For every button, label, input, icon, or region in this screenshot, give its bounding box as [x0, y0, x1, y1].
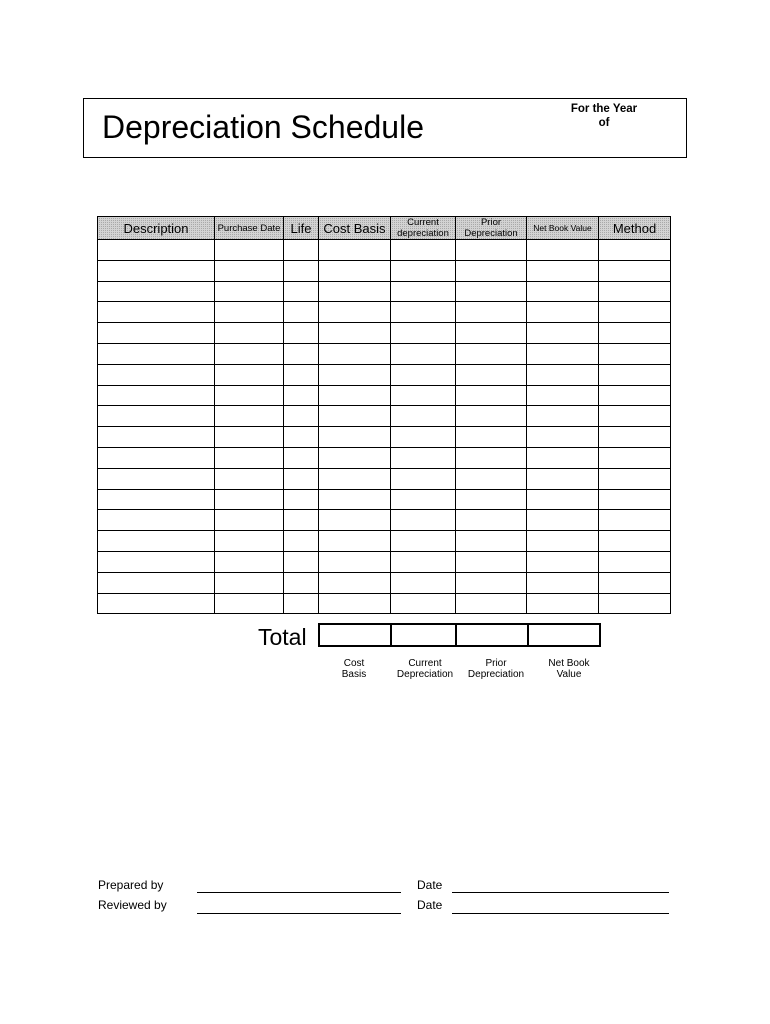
table-cell[interactable]: [599, 385, 671, 406]
table-cell[interactable]: [456, 364, 527, 385]
total-prior-depreciation-field[interactable]: [457, 625, 529, 645]
header-box: [83, 98, 687, 158]
table-cell[interactable]: [215, 531, 284, 552]
prepared-date-label: Date: [417, 878, 443, 892]
table-cell[interactable]: [599, 468, 671, 489]
table-cell[interactable]: [319, 427, 391, 448]
table-cell[interactable]: [284, 281, 319, 302]
reviewed-date-label: Date: [417, 898, 443, 912]
table-cell[interactable]: [456, 510, 527, 531]
table-cell[interactable]: [527, 531, 599, 552]
table-cell[interactable]: [599, 240, 671, 261]
table-cell[interactable]: [391, 260, 456, 281]
header-cost-basis: Cost Basis: [319, 217, 391, 240]
table-cell[interactable]: [599, 427, 671, 448]
sub-label-line-2: Depreciation: [396, 669, 454, 680]
table-cell[interactable]: [456, 240, 527, 261]
table-cell[interactable]: [215, 447, 284, 468]
table-cell[interactable]: [456, 593, 527, 614]
sub-label-line-1: Current: [408, 658, 442, 669]
table-cell[interactable]: [599, 510, 671, 531]
table-cell[interactable]: [98, 302, 215, 323]
table-cell[interactable]: [456, 323, 527, 344]
for-year-line-2: of: [598, 117, 610, 129]
table-row: [98, 468, 671, 489]
table-cell[interactable]: [391, 406, 456, 427]
table-cell[interactable]: [527, 281, 599, 302]
table-cell[interactable]: [98, 427, 215, 448]
table-row: [98, 427, 671, 448]
table-cell[interactable]: [98, 406, 215, 427]
table-cell[interactable]: [527, 385, 599, 406]
table-cell[interactable]: [284, 302, 319, 323]
table-cell[interactable]: [284, 551, 319, 572]
table-cell[interactable]: [215, 364, 284, 385]
table-cell[interactable]: [319, 302, 391, 323]
table-cell[interactable]: [599, 343, 671, 364]
table-cell[interactable]: [98, 343, 215, 364]
table-cell[interactable]: [98, 281, 215, 302]
table-cell[interactable]: [391, 343, 456, 364]
table-cell[interactable]: [456, 385, 527, 406]
table-cell[interactable]: [284, 468, 319, 489]
table-cell[interactable]: [215, 593, 284, 614]
table-cell[interactable]: [98, 551, 215, 572]
table-cell[interactable]: [391, 385, 456, 406]
table-cell[interactable]: [98, 323, 215, 344]
table-cell[interactable]: [319, 385, 391, 406]
table-cell[interactable]: [599, 281, 671, 302]
table-cell[interactable]: [98, 572, 215, 593]
table-row: [98, 489, 671, 510]
table-cell[interactable]: [215, 510, 284, 531]
table-cell[interactable]: [391, 489, 456, 510]
table-cell[interactable]: [215, 468, 284, 489]
table-row: [98, 343, 671, 364]
table-cell[interactable]: [599, 364, 671, 385]
table-cell[interactable]: [527, 302, 599, 323]
table-cell[interactable]: [98, 260, 215, 281]
table-row: [98, 447, 671, 468]
total-label-cost-basis: [318, 658, 390, 680]
table-cell[interactable]: [599, 593, 671, 614]
table-cell[interactable]: [215, 572, 284, 593]
header-prior-depreciation: Prior Depreciation: [456, 217, 527, 240]
table-cell[interactable]: [456, 572, 527, 593]
table-cell[interactable]: [319, 447, 391, 468]
table-cell[interactable]: [456, 281, 527, 302]
table-cell[interactable]: [319, 406, 391, 427]
table-cell[interactable]: [319, 531, 391, 552]
sub-label-line-2: Depreciation: [467, 669, 525, 680]
prepared-by-field[interactable]: [197, 878, 401, 893]
table-cell[interactable]: [319, 468, 391, 489]
table-cell[interactable]: [599, 406, 671, 427]
table-row: [98, 510, 671, 531]
total-label: Total: [258, 624, 307, 650]
table-cell[interactable]: [527, 510, 599, 531]
table-cell[interactable]: [527, 489, 599, 510]
table-cell[interactable]: [319, 572, 391, 593]
header-life: Life: [284, 217, 319, 240]
table-cell[interactable]: [527, 343, 599, 364]
table-cell[interactable]: [98, 489, 215, 510]
reviewed-by-label: Reviewed by: [98, 898, 167, 912]
table-cell[interactable]: [98, 364, 215, 385]
table-cell[interactable]: [215, 323, 284, 344]
table-cell[interactable]: [391, 447, 456, 468]
table-cell[interactable]: [98, 468, 215, 489]
table-cell[interactable]: [215, 343, 284, 364]
table-cell[interactable]: [98, 447, 215, 468]
prepared-date-field[interactable]: [452, 878, 669, 893]
table-cell[interactable]: [215, 240, 284, 261]
table-cell[interactable]: [391, 240, 456, 261]
table-cell[interactable]: [319, 551, 391, 572]
table-cell[interactable]: [284, 489, 319, 510]
table-cell[interactable]: [599, 531, 671, 552]
table-cell[interactable]: [284, 323, 319, 344]
table-cell[interactable]: [215, 281, 284, 302]
table-row: [98, 531, 671, 552]
table-cell[interactable]: [527, 323, 599, 344]
table-row: [98, 364, 671, 385]
table-row: [98, 302, 671, 323]
page-title: Depreciation Schedule: [102, 109, 424, 145]
depreciation-table: [97, 216, 671, 614]
table-cell[interactable]: [284, 572, 319, 593]
table-cell[interactable]: [527, 572, 599, 593]
table-cell[interactable]: [599, 551, 671, 572]
table-cell[interactable]: [527, 260, 599, 281]
for-the-year-label: [542, 102, 666, 130]
table-cell[interactable]: [284, 593, 319, 614]
table-row: [98, 593, 671, 614]
table-cell[interactable]: [98, 385, 215, 406]
table-cell[interactable]: [599, 323, 671, 344]
table-cell[interactable]: [98, 240, 215, 261]
total-label-prior-depreciation: [460, 658, 532, 680]
table-cell[interactable]: [319, 323, 391, 344]
table-cell[interactable]: [527, 406, 599, 427]
table-cell[interactable]: [284, 364, 319, 385]
table-row: [98, 551, 671, 572]
table-cell[interactable]: [456, 302, 527, 323]
header-net-book-value: Net Book Value: [527, 217, 599, 240]
table-cell[interactable]: [527, 551, 599, 572]
table-cell[interactable]: [98, 510, 215, 531]
table-cell[interactable]: [527, 240, 599, 261]
table-cell[interactable]: [215, 406, 284, 427]
table-cell[interactable]: [284, 531, 319, 552]
table-row: [98, 281, 671, 302]
table-row: [98, 572, 671, 593]
table-cell[interactable]: [284, 427, 319, 448]
table-cell[interactable]: [319, 281, 391, 302]
table-row: [98, 240, 671, 261]
total-current-depreciation-field[interactable]: [392, 625, 457, 645]
total-boxes: [318, 623, 601, 647]
table-row: [98, 323, 671, 344]
table-row: [98, 260, 671, 281]
table-cell[interactable]: [391, 281, 456, 302]
table-cell[interactable]: [456, 343, 527, 364]
total-net-book-value-field[interactable]: [529, 625, 599, 645]
table-cell[interactable]: [391, 302, 456, 323]
table-cell[interactable]: [284, 447, 319, 468]
table-cell[interactable]: [391, 468, 456, 489]
total-label-current-depreciation: [390, 658, 460, 680]
sub-label-line-1: Cost: [343, 658, 365, 669]
table-cell[interactable]: [98, 593, 215, 614]
table-cell[interactable]: [319, 240, 391, 261]
table-cell[interactable]: [215, 427, 284, 448]
table-cell[interactable]: [456, 489, 527, 510]
table-cell[interactable]: [456, 427, 527, 448]
table-cell[interactable]: [456, 531, 527, 552]
total-cost-basis-field[interactable]: [320, 625, 392, 645]
table-cell[interactable]: [284, 385, 319, 406]
table-cell[interactable]: [391, 364, 456, 385]
table-cell[interactable]: [391, 572, 456, 593]
table-cell[interactable]: [215, 260, 284, 281]
sub-label-line-2: Value: [556, 669, 582, 680]
table-cell[interactable]: [391, 531, 456, 552]
table-cell[interactable]: [319, 364, 391, 385]
header-purchase-date: Purchase Date: [215, 217, 284, 240]
table-cell[interactable]: [391, 510, 456, 531]
table-cell[interactable]: [215, 302, 284, 323]
table-cell[interactable]: [599, 447, 671, 468]
reviewed-date-field[interactable]: [452, 899, 669, 914]
table-cell[interactable]: [527, 468, 599, 489]
table-cell[interactable]: [391, 427, 456, 448]
table-cell[interactable]: [391, 323, 456, 344]
table-cell[interactable]: [456, 551, 527, 572]
table-cell[interactable]: [527, 593, 599, 614]
table-cell[interactable]: [284, 406, 319, 427]
table-cell[interactable]: [319, 593, 391, 614]
table-row: [98, 385, 671, 406]
table-cell[interactable]: [215, 551, 284, 572]
table-cell[interactable]: [527, 427, 599, 448]
table-cell[interactable]: [319, 260, 391, 281]
table-cell[interactable]: [527, 364, 599, 385]
total-label-net-book-value: [533, 658, 605, 680]
header-method: Method: [599, 217, 671, 240]
table-cell[interactable]: [391, 593, 456, 614]
sub-label-line-1: Prior: [485, 658, 507, 669]
header-description: Description: [98, 217, 215, 240]
table-cell[interactable]: [599, 260, 671, 281]
table-cell[interactable]: [284, 240, 319, 261]
table-cell[interactable]: [391, 551, 456, 572]
reviewed-by-field[interactable]: [197, 899, 401, 914]
table-cell[interactable]: [456, 468, 527, 489]
table-header-row: [98, 217, 671, 240]
table-cell[interactable]: [319, 343, 391, 364]
table-cell[interactable]: [599, 489, 671, 510]
prepared-by-label: Prepared by: [98, 878, 164, 892]
table-cell[interactable]: [456, 447, 527, 468]
table-cell[interactable]: [215, 489, 284, 510]
table-cell[interactable]: [284, 510, 319, 531]
table-row: [98, 406, 671, 427]
sub-label-line-1: Net Book: [548, 658, 590, 669]
table-cell[interactable]: [456, 260, 527, 281]
table-cell[interactable]: [527, 447, 599, 468]
table-cell[interactable]: [284, 343, 319, 364]
for-year-line-1: For the Year: [570, 103, 638, 115]
table-cell[interactable]: [456, 406, 527, 427]
table-cell[interactable]: [319, 510, 391, 531]
sub-label-line-2: Basis: [341, 669, 367, 680]
header-current-depreciation: Current depreciation: [391, 217, 456, 240]
table-cell[interactable]: [215, 385, 284, 406]
table-cell[interactable]: [284, 260, 319, 281]
table-cell[interactable]: [319, 489, 391, 510]
table-cell[interactable]: [599, 302, 671, 323]
table-cell[interactable]: [599, 572, 671, 593]
table-cell[interactable]: [98, 531, 215, 552]
